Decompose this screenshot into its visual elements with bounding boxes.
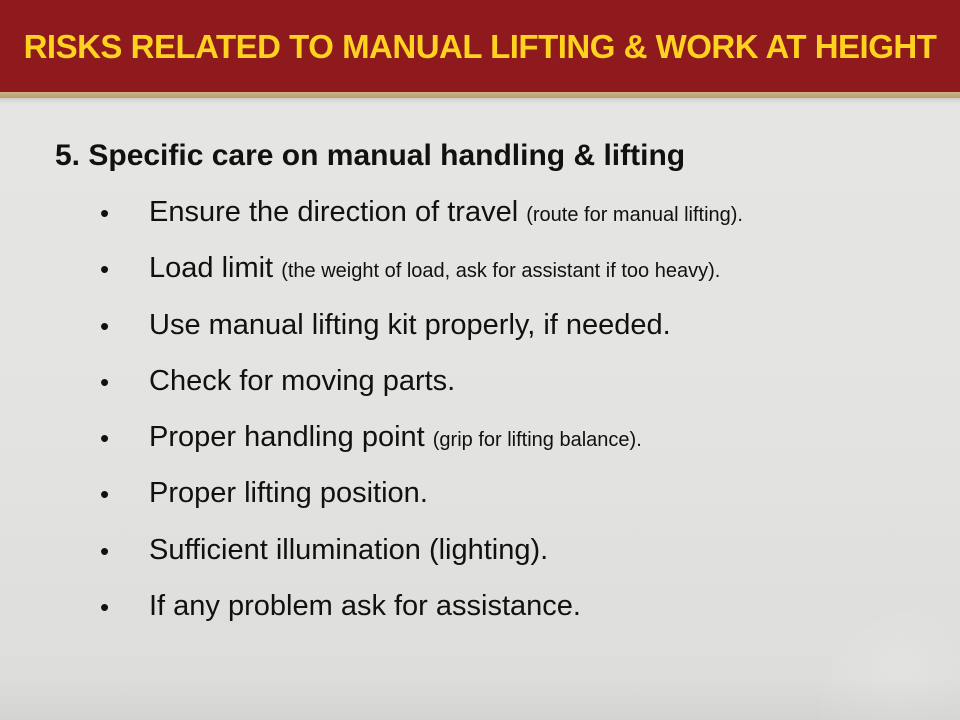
bullet-item — [100, 421, 940, 477]
title-shadow — [0, 98, 960, 104]
section-heading: 5. Specific care on manual handling & lifting — [55, 139, 686, 172]
bullet-note: (the weight of load, ask for assistant if too heavy). — [281, 260, 721, 283]
bullet-text: Use manual lifting kit properly, if needed. — [149, 308, 671, 341]
bullet-text: Proper handling point — [149, 421, 425, 454]
bullet-list — [100, 196, 940, 646]
bullet-icon: • — [100, 254, 110, 285]
bullet-note: (route for manual lifting). — [526, 204, 743, 226]
bullet-icon: • — [100, 423, 110, 454]
bullet-text: Check for moving parts. — [149, 364, 456, 397]
bullet-icon: • — [100, 198, 110, 228]
bullet-text: Sufficient illumination (lighting). — [149, 533, 549, 566]
bullet-item — [100, 252, 940, 308]
bullet-icon: • — [100, 310, 110, 341]
bullet-item — [100, 534, 940, 590]
bullet-item — [100, 590, 940, 646]
bullet-icon: • — [100, 592, 110, 623]
title-bar — [0, 0, 960, 92]
bullet-text: Load limit — [149, 252, 274, 285]
bullet-icon: • — [100, 535, 110, 566]
bullet-text: Ensure the direction of travel — [149, 196, 519, 228]
bullet-text: If any problem ask for assistance. — [149, 590, 581, 623]
bullet-item — [100, 309, 940, 365]
bullet-icon: • — [100, 366, 110, 397]
slide-title: RISKS RELATED TO MANUAL LIFTING & WORK AT HEIGHT — [23, 28, 937, 65]
bullet-item — [100, 477, 940, 533]
bullet-icon: • — [100, 479, 110, 510]
bottom-shade — [0, 676, 960, 720]
bullet-note: (grip for lifting balance). — [432, 429, 642, 452]
bullet-text: Proper lifting position. — [149, 477, 428, 510]
bullet-item — [100, 365, 940, 421]
bullet-item — [100, 196, 940, 252]
